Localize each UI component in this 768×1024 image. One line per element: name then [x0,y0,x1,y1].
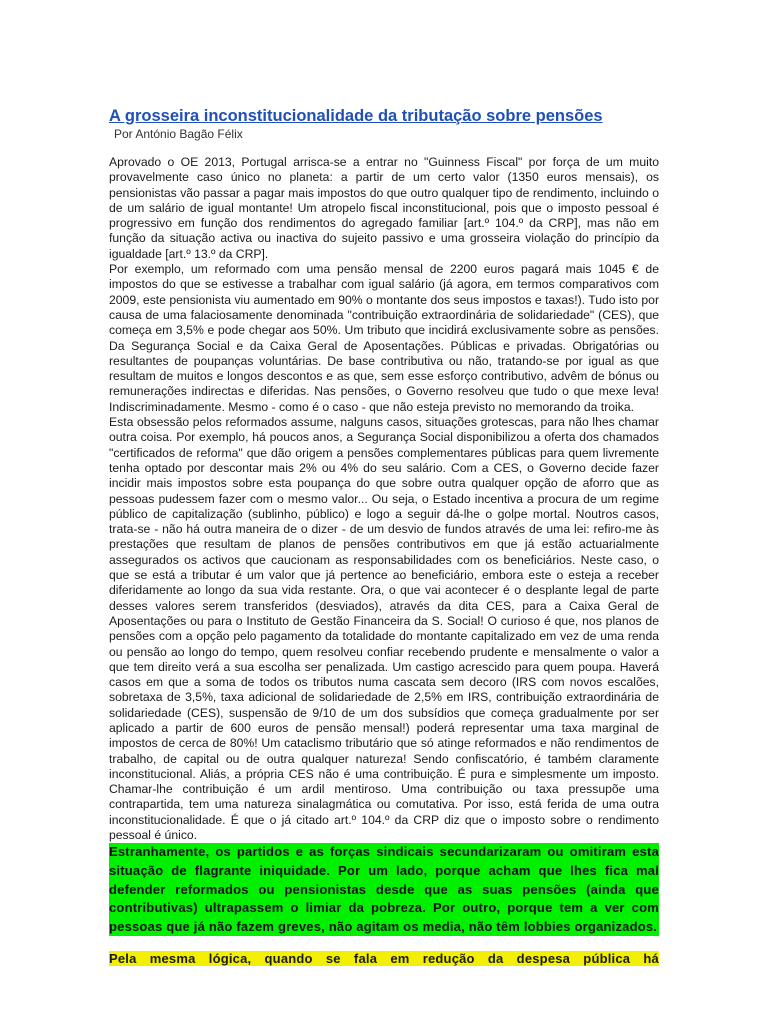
highlighted-paragraph-green: Estranhamente, os partidos e as forças sindicais secundarizaram ou omitiram esta situação de flagrante iniquidade. Por um lado, porque acham que lhes fica mal defender reformados ou pensionistas desde que as suas pensões (ainda que contributivas) ultrapassem o limiar da pobreza. Por outro, porque tem a ver com pessoas que já não fazem greves, não agitam os media, não têm lobbies organizados. [109,843,659,936]
highlighted-paragraph-yellow: Pela mesma lógica, quando se fala em redução da despesa pública há [109,951,659,967]
article-author: Por António Bagão Félix [114,127,243,141]
document-page [109,106,659,969]
article-body [109,155,659,843]
article-title[interactable]: A grosseira inconstitucionalidade da tributação sobre pensões [109,107,603,125]
paragraph-2: Por exemplo, um reformado com uma pensão mensal de 2200 euros pagará mais 1045 € de impostos do que se estivesse a trabalhar com igual salário (já agora, em termos comparativos com 2009, este pensionista viu aumentado em 90% o montante dos seus impostos e taxas!). Tudo isto por causa de uma falaciosamente denominada "contribuição extraordinária de solidariedade" (CES), que começa em 3,5% e pode chegar aos 50%. Um tributo que incidirá exclusivamente sobre as pensões. Da Segurança Social e da Caixa Geral de Aposentações. Públicas e privadas. Obrigatórias ou resultantes de poupanças voluntárias. De base contributiva ou não, tratando-se por igual as que resultam de muitos e longos descontos e as que, sem esse esforço contributivo, advêm de bónus ou remunerações indirectas e diferidas. Nas pensões, o Governo resolveu que tudo o que mexe leva! Indiscriminadamente. Mesmo - como é o caso - que não esteja previsto no memorando da troika. [109,262,659,414]
last-paragraph [109,950,659,969]
paragraph-1: Aprovado o OE 2013, Portugal arrisca-se a entrar no "Guinness Fiscal" por força de um muito provavelmente caso único no planeta: a partir de um certo valor (1350 euros mensais), os pensionistas vão passar a pagar mais impostos do que outro qualquer tipo de rendimento, incluindo o de um salário de igual montante! Um atropelo fiscal inconstitucional, pois que o imposto pessoal é progressivo em função dos rendimentos do agregado familiar [art.º 104.º da CRP], mas não em função da situação activa ou inactiva do sujeito passivo e uma grosseira violação do princípio da igualdade [art.º 13.º da CRP]. [109,155,659,261]
paragraph-3: Esta obsessão pelos reformados assume, nalguns casos, situações grotescas, para não lhes chamar outra coisa. Por exemplo, há poucos anos, a Segurança Social disponibilizou a oferta dos chamados "certificados de reforma" que dão origem a pensões complementares públicas para quem livremente tenha optado por descontar mais 2% ou 4% do seu salário. Com a CES, o Governo decide fazer incidir mais impostos sobre esta poupança do que sobre outra qualquer opção de aforro que as pessoas pudessem fazer com o mesmo valor... Ou seja, o Estado incentiva a procura de um regime público de capitalização (sublinho, público) e logo a seguir dá-lhe o golpe mortal. Noutros casos, trata-se - não há outra maneira de o dizer - de um desvio de fundos através de uma lei: refiro-me às prestações que resultam de planos de pensões contributivos em que já estão actuarialmente assegurados os activos que caucionam as responsabilidades com os beneficiários. Neste caso, o que se está a tributar é um valor que já pertence ao beneficiário, embora este o esteja a receber diferidamente ao longo da sua vida restante. Ora, o que vai acontecer é o desplante legal de parte desses valores serem transferidos (desviados), através da dita CES, para a Caixa Geral de Aposentações ou para o Instituto de Gestão Financeira da S. Social! O curioso é que, nos planos de pensões com a opção pelo pagamento da totalidade do montante capitalizado em vez de uma renda ou pensão ao longo do tempo, quem resolveu confiar recebendo prudente e mensalmente o valor a que tem direito verá a sua escolha ser penalizada. Um castigo acrescido para quem poupa. Haverá casos em que a soma de todos os tributos numa cascata sem decoro (IRS com novos escalões, sobretaxa de 3,5%, taxa adicional de solidariedade de 2,5% em IRS, contribuição extraordinária de solidariedade (CES), suspensão de 9/10 de um dos subsídios que começa gradualmente por ser aplicado a partir de 600 euros de pensão mensal!) poderá representar uma taxa marginal de impostos de cerca de 80%! Um cataclismo tributário que só atinge reformados e não rendimentos de trabalho, de capital ou de outra qualquer natureza! Sendo confiscatório, é também claramente inconstitucional. Aliás, a própria CES não é uma contribuição. É pura e simplesmente um imposto. Chamar-lhe contribuição é um ardil mentiroso. Uma contribuição ou taxa pressupõe uma contrapartida, tem uma natureza sinalagmática ou comutativa. Por isso, está ferida de uma outra inconstitucionalidade. É que o já citado art.º 104.º da CRP diz que o imposto sobre o rendimento pessoal é único. [109,415,659,843]
